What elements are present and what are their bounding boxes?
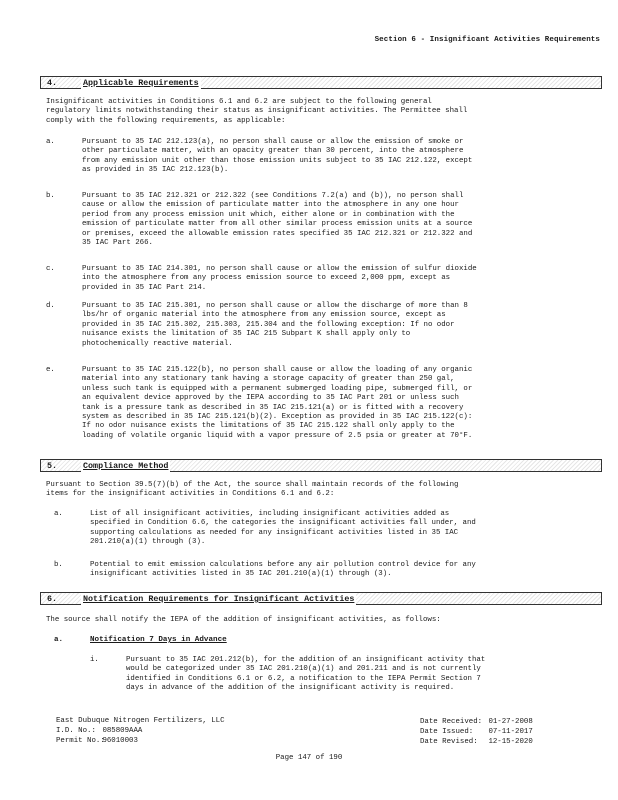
section-5-title: Compliance Method (83, 461, 169, 471)
footer-issued-value: 07-11-2017 (488, 727, 533, 736)
item-label: i. (90, 656, 99, 664)
section-4-title: Applicable Requirements (83, 78, 199, 88)
subhead-title: Notification 7 Days in Advance (90, 636, 227, 644)
section-5-heading (40, 459, 602, 472)
item-text: Pursuant to 35 IAC 215.122(b), no person shall cause or allow the loading of any organic material into any stationary tank having a storage capacity of greater than 250 gal, unless such tank is equipped with a permanent submerged loading pipe, submerged fill, or an equivalent device approved by the IEPA according to 35 IAC Part 201 or unless such tank is a pressure tank as described in 35 IAC 215.121(a) or is fitted with a recovery system as described in 35 IAC 215.121(b)(2). Exception as provided in 35 IAC 215.122(c): If no odor nuisance exists the limitations of 35 IAC 215.122 shall only apply to the loading of volatile organic liquid with a vapor pressure of 2.5 psia or greater at 70°F. (82, 366, 473, 440)
footer-received-value: 01-27-2008 (488, 718, 533, 726)
item-label: b. (46, 192, 55, 200)
item-text: Pursuant to 35 IAC 214.301, no person shall cause or allow the emission of sulfur dioxide into the atmosphere from any process emission source to exceed 2,000 ppm, except as provided in 35 IAC Part 214. (82, 265, 477, 292)
page-number: Page 147 of 190 (275, 754, 343, 762)
section-6-number: 6. (47, 594, 58, 604)
footer-received-label: Date Received: (420, 718, 483, 726)
item-text: List of all insignificant activities, including insignificant activities added as specified in Condition 6.6, the categories the insignificant activities fall under, and supporting calculations as needed for any insignificant activities listed in 35 IAC 201.210(a)(1) through (3). (90, 510, 476, 547)
subhead-label: a. (54, 636, 64, 644)
footer-id-value: 085809AAA (102, 726, 143, 735)
section-4-intro: Insignificant activities in Conditions 6.1 and 6.2 are subject to the following general regulatory limits notwithstanding their status as insignificant activities. The Permittee shall comply with the following requirements, as applicable: (46, 98, 468, 125)
footer-company: East Dubuque Nitrogen Fertilizers, LLC (56, 717, 225, 725)
item-text: Potential to emit emission calculations before any air pollution control device for any insignificant activities listed in 35 IAC 201.210(a)(1) through (3). (90, 561, 476, 579)
footer-revised-value: 12-15-2020 (488, 737, 533, 746)
section-4-number: 4. (47, 78, 58, 88)
footer-permit-value: 96010003 (102, 736, 138, 745)
item-label: c. (46, 265, 55, 273)
item-text: Pursuant to 35 IAC 212.123(a), no person shall cause or allow the emission of smoke or other particulate matter, with an opacity greater than 30 percent, into the atmosphere from any emission unit other than those emission units subject to 35 IAC 212.122, except as provided in 35 IAC 212.123(b). (82, 138, 473, 175)
section-6-title: Notification Requirements for Insignificant Activities (83, 594, 355, 604)
item-text: Pursuant to 35 IAC 201.212(b), for the addition of an insignificant activity that would be categorized under 35 IAC 201.210(a)(1) and 201.211 and is not currently identified in Conditions 6.1 or 6.2, a notification to the IEPA Permit Section 7 days in advance of the addition of the insignificant activity is required. (126, 656, 486, 693)
section-5-intro: Pursuant to Section 39.5(7)(b) of the Act, the source shall maintain records of the following items for the insignificant activities in Conditions 6.1 and 6.2: (46, 481, 459, 499)
running-head: Section 6 - Insignificant Activities Requirements (374, 36, 600, 44)
footer-id-label: I.D. No.: (56, 726, 96, 735)
section-6-heading (40, 592, 602, 605)
section-5-number: 5. (47, 461, 58, 471)
footer-source-info (56, 717, 225, 746)
section-4-heading (40, 76, 602, 89)
item-label: a. (46, 138, 55, 146)
footer-issued-label: Date Issued: (420, 727, 474, 736)
footer-dates (420, 718, 533, 747)
item-text: Pursuant to 35 IAC 212.321 or 212.322 (see Conditions 7.2(a) and (b)), no person shall cause or allow the emission of particulate matter into the atmosphere in any one hour period from any process emission unit which, either alone or in combination with the emission of particulate matter from all other similar process emission units at a source or premises, exceed the allowable emission rates specified 35 IAC 212.321 or 212.322 and 35 IAC Part 266. (82, 192, 473, 248)
item-label: a. (54, 510, 63, 518)
item-label: d. (46, 302, 55, 310)
item-label: e. (46, 366, 55, 374)
item-text: Pursuant to 35 IAC 215.301, no person shall cause or allow the discharge of more than 8 lbs/hr of organic material into the atmosphere from any emission source, except as provided in 35 IAC 215.302, 215.303, 215.304 and the following exception: If no odor nuisance exists the limitation of 35 IAC 215 Subpart K shall apply only to photochemically reactive material. (82, 302, 468, 348)
footer-revised-label: Date Revised: (420, 737, 478, 746)
footer-permit-label: Permit No.: (56, 736, 105, 745)
item-label: b. (54, 561, 63, 569)
section-6-intro: The source shall notify the IEPA of the addition of insignificant activities, as follows: (46, 616, 441, 624)
